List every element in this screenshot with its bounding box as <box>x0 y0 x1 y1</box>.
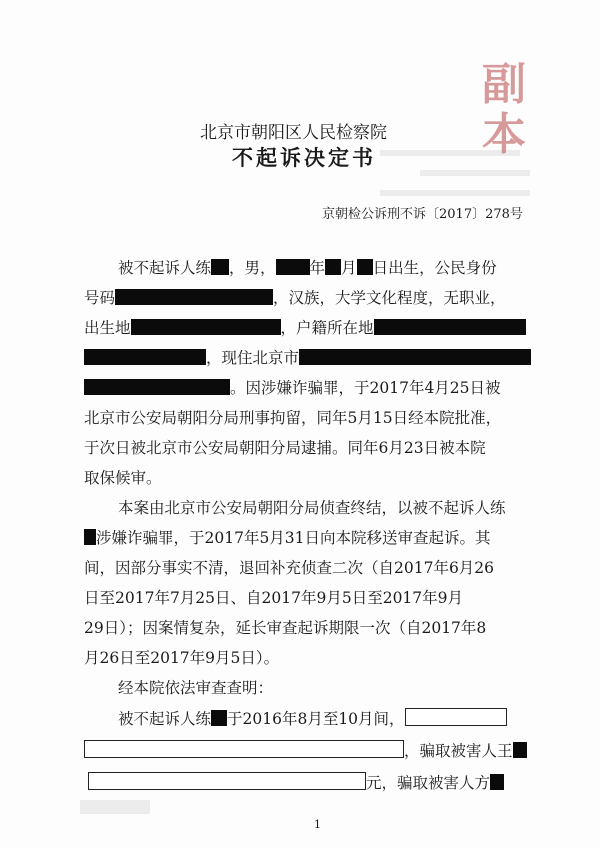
redacted-id-number <box>115 289 273 305</box>
para4-line1: 被不起诉人练 于2016年8月至10月间， <box>118 708 507 729</box>
para2-line2: 涉嫌诈骗罪，于2017年5月31日向本院移送审查起诉。其 <box>84 528 491 548</box>
redacted-household-address-cont <box>84 349 206 365</box>
redacted-name <box>84 529 96 545</box>
redacted-residence-cont <box>84 379 230 395</box>
redacted-household-address <box>374 319 526 335</box>
redacted-birth-day <box>357 259 373 275</box>
redacted-victim-name <box>513 742 527 758</box>
para2-line5: 29日）；因案情复杂，延长审查起诉期限一次（自2017年8 <box>84 619 487 637</box>
redacted-box <box>405 708 507 726</box>
redacted-birth-month <box>325 259 341 275</box>
para1-line1: 被不起诉人练 ，男， 年 月 日出生，公民身份 <box>118 259 497 277</box>
para1-line8: 取保候审。 <box>84 469 162 487</box>
bleed-through-mark <box>80 800 150 814</box>
org-name: 北京市朝阳区人民检察院 <box>200 123 387 143</box>
para1-line6: 北京市公安局朝阳分局刑事拘留，同年5月15日经本院批准， <box>84 409 502 427</box>
redacted-birthplace <box>131 319 281 335</box>
redacted-name <box>211 259 229 275</box>
para2-line3: 间，因部分事实不清，退回补充侦查二次（自2017年6月26 <box>84 559 495 577</box>
bleed-through-mark <box>380 190 530 196</box>
document-title: 不起诉决定书 <box>232 145 376 170</box>
para3-line1: 经本院依法审查查明： <box>118 679 274 697</box>
para1-line2: 号码 ，汉族，大学文化程度，无职业， <box>84 289 506 307</box>
para1-line4: ，现住北京市 <box>84 348 531 368</box>
para2-line1: 本案由北京市公安局朝阳分局侦查终结，以被不起诉人练 <box>118 499 506 517</box>
page-number: 1 <box>314 818 321 831</box>
para4-line3: 元，骗取被害人方 <box>88 772 504 793</box>
para1-line7: 于次日被北京市公安局朝阳分局逮捕。同年6月23日被本院 <box>84 439 486 457</box>
para2-line4: 日至2017年7月25日、自2017年9月5日至2017年9月 <box>84 589 464 607</box>
redacted-name <box>211 710 227 726</box>
para4-line2: ，骗取被害人王 <box>84 740 527 761</box>
para1-line3: 出生地 ，户籍所在地 <box>84 318 526 338</box>
document-number: 京朝检公诉刑不诉〔2017〕278号 <box>322 207 523 222</box>
para2-line6: 月26日至2017年9月5日）。 <box>84 649 280 667</box>
redacted-birth-year <box>276 259 310 275</box>
bleed-through-mark <box>420 170 530 176</box>
redacted-box <box>88 772 366 790</box>
redacted-victim-name <box>490 774 504 790</box>
para1-line5: 。因涉嫌诈骗罪，于2017年4月25日被 <box>84 378 501 398</box>
redacted-residence <box>299 349 531 365</box>
redacted-box <box>84 740 404 758</box>
copy-stamp: 副 本 <box>482 59 526 160</box>
